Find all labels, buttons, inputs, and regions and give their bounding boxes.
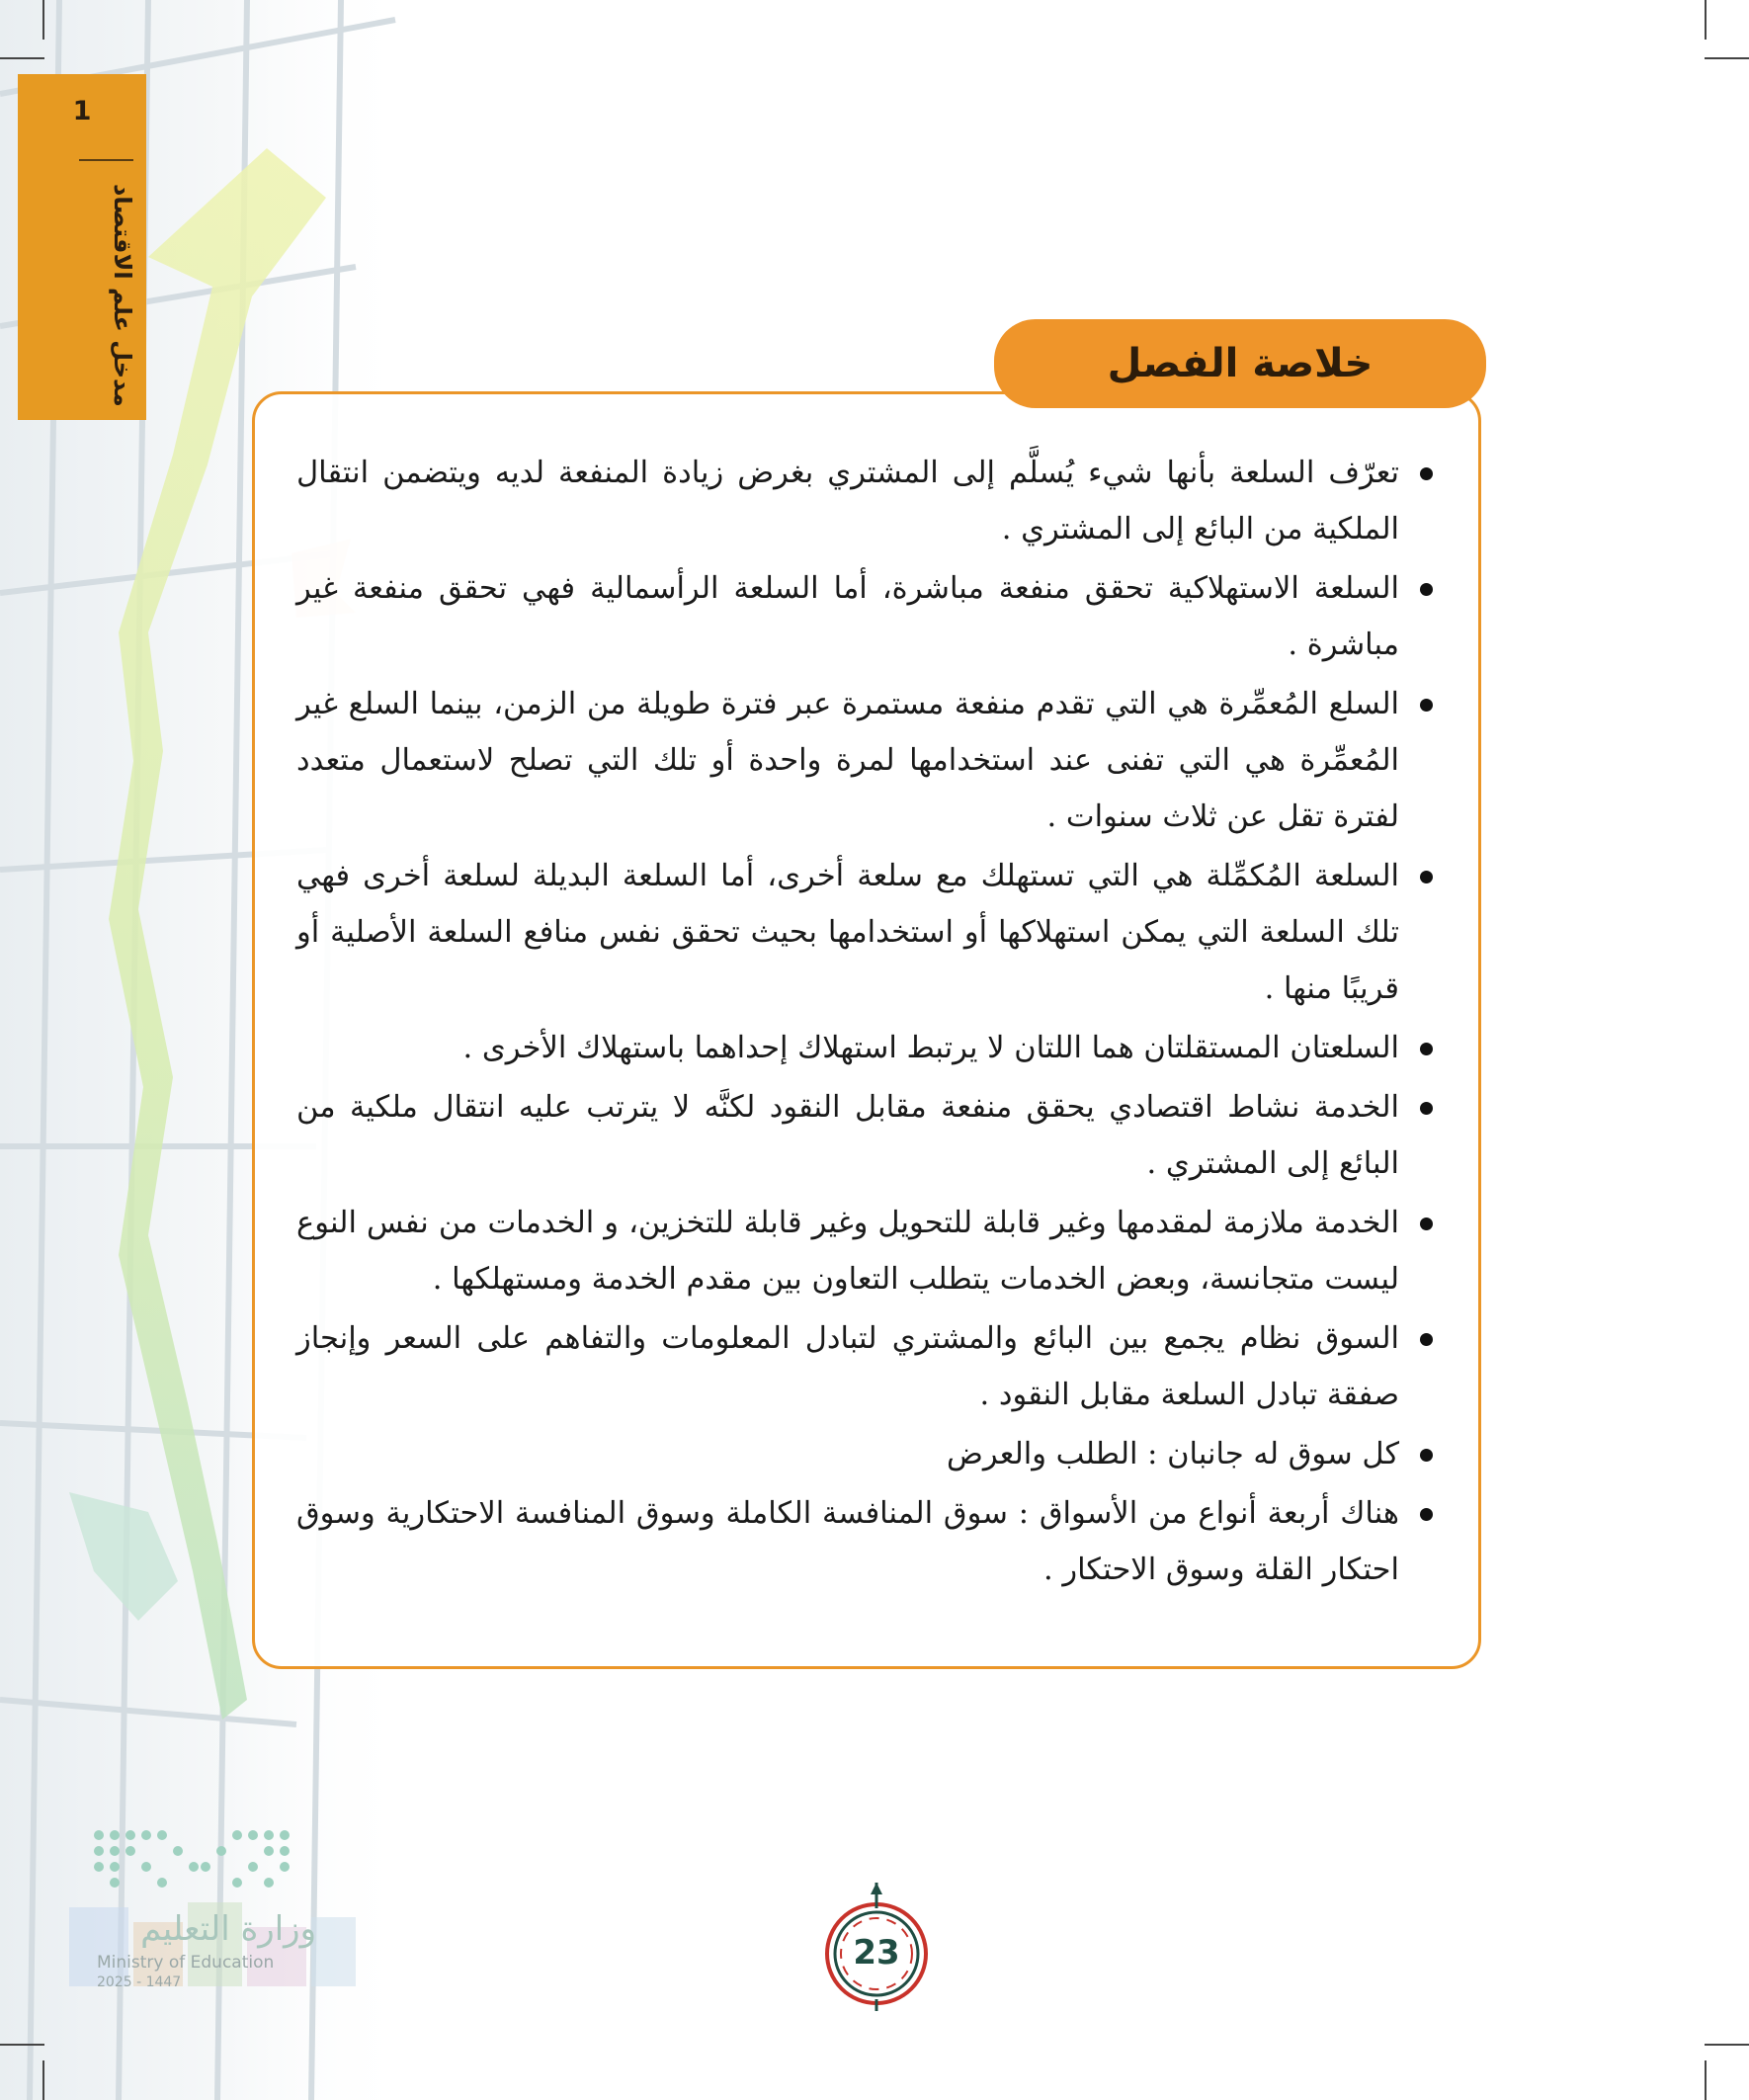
summary-item	[296, 1020, 1433, 1076]
crop-mark	[1705, 0, 1707, 40]
summary-item-text: هناك أربعة أنواع من الأسواق : سوق المنافسة الكاملة وسوق المنافسة الاحتكارية وسوق احتكار القلة وسوق الاحتكار .	[296, 1496, 1399, 1587]
ministry-name-english: Ministry of Education	[97, 1953, 275, 1973]
summary-header	[994, 319, 1486, 408]
chapter-side-tab	[18, 74, 146, 420]
crop-mark	[42, 0, 44, 40]
crop-mark	[0, 57, 44, 59]
summary-item	[296, 1310, 1433, 1423]
summary-item-text: السلع المُعمِّرة هي التي تقدم منفعة مستمرة عبر فترة طويلة من الزمن، بينما السلع غير المُعمِّرة هي التي تفنى عند استخدامها لمرة واحدة أو تلك التي تصلح لاستعمال متعدد لفترة تقل عن ثلاث سنوات .	[296, 687, 1399, 834]
summary-item-text: تعرّف السلعة بأنها شيء يُسلَّم إلى المشتري بغرض زيادة المنفعة لديه ويتضمن انتقال الملكية من البائع إلى المشتري .	[296, 456, 1399, 546]
summary-item-text: الخدمة نشاط اقتصادي يحقق منفعة مقابل النقود لكنَّه لا يترتب عليه انتقال ملكية من البائع إلى المشتري .	[296, 1090, 1399, 1181]
summary-item	[296, 1195, 1433, 1307]
crop-mark	[1705, 57, 1749, 59]
summary-item-text: السلعة المُكمِّلة هي التي تستهلك مع سلعة أخرى، أما السلعة البديلة لسلعة أخرى فهي تلك السلعة التي يمكن استهلاكها أو استخدامها بحيث تحقق نفس منافع السلعة الأصلية أو قريبًا منها .	[296, 859, 1399, 1006]
bullet-icon	[1420, 699, 1433, 712]
summary-item	[296, 560, 1433, 673]
summary-list	[296, 445, 1433, 1601]
summary-item	[296, 1485, 1433, 1598]
side-tab-divider	[79, 159, 133, 161]
ministry-name-arabic: وزارة التعليم	[140, 1909, 316, 1949]
summary-item-text: السلعتان المستقلتان هما اللتان لا يرتبط استهلاك إحداهما باستهلاك الأخرى .	[462, 1031, 1399, 1065]
summary-item	[296, 1079, 1433, 1192]
summary-item	[296, 848, 1433, 1017]
bullet-icon	[1420, 467, 1433, 480]
chapter-title: مدخل علم الاقتصاد	[109, 184, 136, 407]
summary-item-text: السوق نظام يجمع بين البائع والمشتري لتبادل المعلومات والتفاهم على السعر وإنجاز صفقة تبادل السلعة مقابل النقود .	[296, 1321, 1399, 1412]
crop-mark	[42, 2060, 44, 2100]
crop-mark	[1705, 2060, 1707, 2100]
crop-mark	[0, 2044, 44, 2046]
crop-mark	[1705, 2044, 1749, 2046]
page-number: 23	[853, 1933, 900, 1973]
bullet-icon	[1420, 871, 1433, 883]
summary-item	[296, 676, 1433, 845]
bullet-icon	[1420, 1043, 1433, 1055]
bullet-icon	[1420, 1333, 1433, 1346]
summary-title: خلاصة الفصل	[1107, 341, 1374, 386]
bullet-icon	[1420, 1102, 1433, 1115]
bullet-icon	[1420, 583, 1433, 596]
chapter-number: 1	[72, 96, 92, 126]
bullet-icon	[1420, 1449, 1433, 1462]
summary-item-text: الخدمة ملازمة لمقدمها وغير قابلة للتحويل وغير قابلة للتخزين، و الخدمات من نفس النوع ليست متجانسة، وبعض الخدمات يتطلب التعاون بين مقدم الخدمة ومستهلكها .	[296, 1206, 1399, 1297]
bullet-icon	[1420, 1218, 1433, 1230]
ministry-year: 2025 - 1447	[97, 1974, 182, 1990]
summary-item-text: السلعة الاستهلاكية تحقق منفعة مباشرة، أما السلعة الرأسمالية فهي تحقق منفعة غير مباشرة .	[296, 571, 1399, 662]
summary-item	[296, 445, 1433, 557]
summary-item	[296, 1426, 1433, 1482]
summary-item-text: كل سوق له جانبان : الطلب والعرض	[947, 1437, 1399, 1471]
bullet-icon	[1420, 1508, 1433, 1521]
